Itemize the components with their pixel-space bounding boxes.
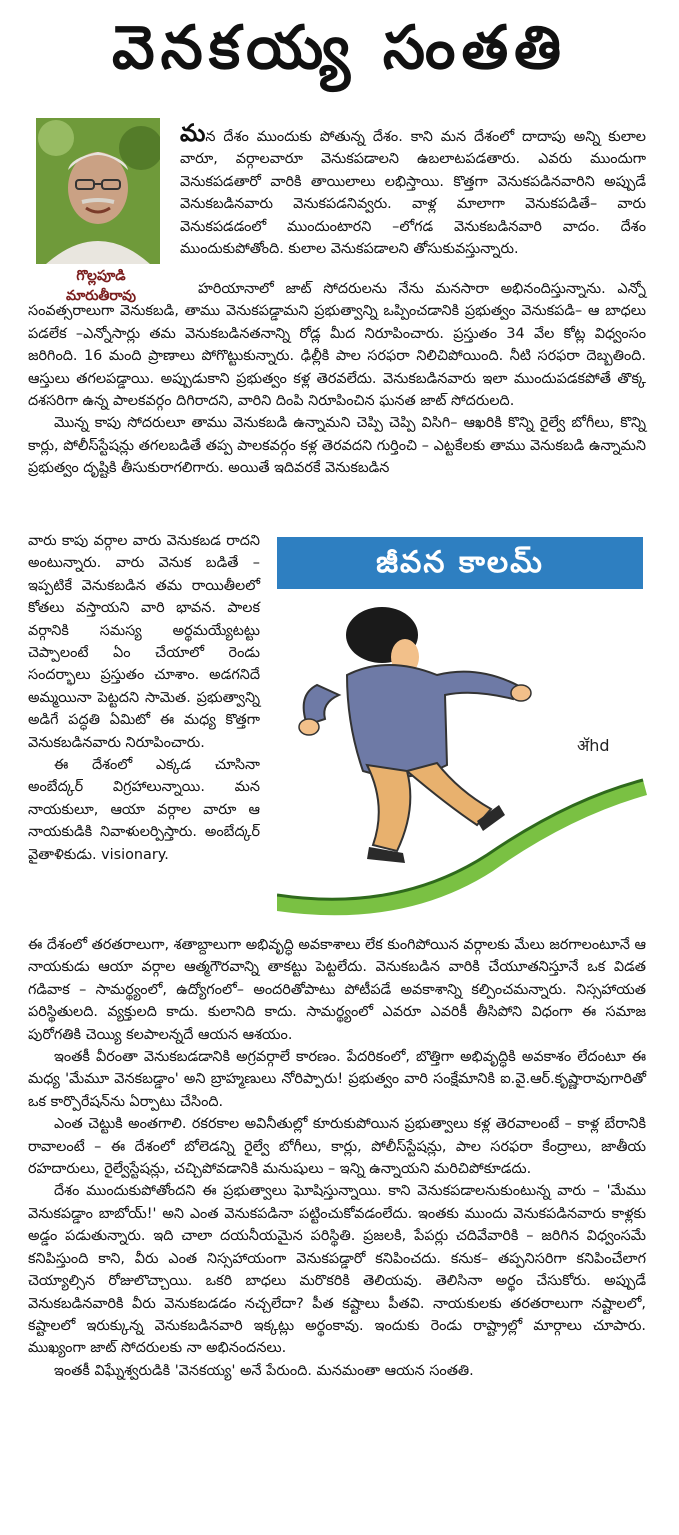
article-intro [180, 119, 646, 260]
headline: వెనకయ్య సంతతి [111, 13, 568, 83]
author-name-line1: గొల్లపూడి [76, 268, 126, 284]
paragraph-ambedkar-continued: ఈ దేశంలో తరతరాలుగా, శతాబ్దాలుగా అభివృద్ధి అవకాశాలు లేక కుంగిపోయిన వర్గాలకు మేలు జరగాలంటూనే ఆ నాయకుడు ఆయా వర్గాల ఆత్మగౌరవాన్ని తాకట్టు పెట్టలేదు. వెనుకబడిన వారికి చేయూతనిస్తూనే ఒక విడత గడివాక – సామర్థ్యంలో, ఉద్యోగంలో– అందరితోపాటు పోటీపడే అవకాశాన్ని కల్పించమన్నారు. నిస్సహాయత పరిస్థితులది. వ్యక్తులది కాదు. కులానిది కాదు. సామర్థ్యంలో ఎవరూ ఎవరికీ తీసిపోని విధంగా ఈ సమాజ పురోగతికి చెయ్యి కలపాలన్నదే ఆయన ఆశయం. [28, 937, 647, 1043]
intro-text: న దేశం ముందుకు పోతున్న దేశం. కాని మన దేశంలో దాదాపు అన్ని కులాల వారూ, వర్గాలవారూ వెనుకపడాలని ఉబలాటపడతారు. ఎవరు ముందుగా వెనుకపడతారో వారికి తాయిలాలు లభిస్తాయి. కొత్తగా వెనుకపడినవారిని అప్పుడే వెనుకబడినవారు వెనుకపడనివ్వరు. వాళ్ల మాలాగా వెనుకపడితే– వారు వెనుకపడడంలో ముందుంటారని –లోగడ వెనుకబడినవారి వాదం. దేశం ముందుకుపోతోంది. కులాల వెనుకపడాలని తోసుకువస్తున్నారు. [180, 129, 646, 258]
author-photo [36, 118, 160, 264]
author-box [26, 110, 166, 304]
article-lower-body [28, 934, 646, 1382]
intro-paragraph [180, 119, 646, 260]
paragraph-ambedkar: ఈ దేశంలో ఎక్కడ చూసినా అంబేద్కర్ విగ్రహాలున్నాయి. మన నాయకులూ, ఆయా వర్గాల వారూ ఆ నాయకుడికి నివాళులర్పిస్తారు. అంబేద్కర్ వైతాళికుడు. visionary. [28, 757, 260, 863]
column-banner: జీవన కాలమ్ [277, 537, 643, 589]
article-upper-body [28, 278, 646, 480]
paragraph-pity: దేశం ముందుకుపోతోందని ఈ ప్రభుత్వాలు ఘోషిస్తున్నాయి. కాని వెనుకపడాలనుకుంటున్న వారు – 'మేము వెనుకపడ్డాం బాబోయ్!' అని ఎంత వెనుకపడినా పట్టించుకోవడంలేదు. ఇంతకు ముందు వెనుకపడినవారు కాళ్లకు అడ్డం పడుతున్నారు. ఇది చాలా దయనీయమైన పరిస్థితి. ప్రజలకి, పేపర్లు చదివేవారికి – జరిగిన విధ్వంసమే కనిపిస్తుంది కాని, వీరు ఎంత నిస్సహాయంగా వెనుకపడ్డారో కనిపించదు. కనుక– తప్పనిసరిగా కనిపించేలాగ చెయ్యాల్సిన రోజులొచ్చాయి. ఒకరి బాధలు మరొకరికి తెలియవు. తెలిసినా అర్థం చేసుకోరు. అప్పుడే వెనుకబడినవారికి వీరు వెనుకబడడం నచ్చలేదా? పీత కష్టాలు పీతవి. నాయకులకు తరతరాలుగా నష్టాలలో, కష్టాలలో ఇరుక్కున్న వెనుకబడినవారి ఇక్కట్లు అర్థంకావు. ఇందుకు రెండు రాష్ట్రాల్లో మార్గాలు చూపారు. ముఖ్యంగా జాట్ సోదరులకు నా అభినందనలు. [28, 1183, 646, 1357]
paragraph-kapu-continued: వారు కాపు వర్గాల వారు వెనుకబడ రాదని అంటున్నారు. వారు వెనుక బడితే – ఇప్పటికే వెనుకబడిన తమ రాయితీలలో కోతలు వస్తాయని వారి భావన. పాలక వర్గానికి సమస్య అర్థమయ్యేటట్టు చెప్పాలంటే ఏం చేయాలో రెండు సందర్భాలు ప్రస్తుతం చూశాం. అడగనిదే అమ్మయినా పెట్టదని సామెత. ప్రభుత్వాన్ని అడిగే పద్ధతి ఏమిటో ఈ మధ్య కొత్తగా వెనుకబడినవారు నిరూపించారు. [28, 533, 260, 751]
article-narrow-column [28, 530, 260, 866]
drop-cap: మ [180, 119, 206, 147]
paragraph-brahmins: ఇంతకీ వీరంతా వెనుకబడడానికి అగ్రవర్గాలే కారణం. పేదరికంలో, బొత్తిగా అభివృద్ధికి అవకాశం లేదంటూ ఈ మధ్య 'మేమూ వెనకబడ్డాం' అని బ్రాహ్మణులు నోరిప్పారు! ప్రభుత్వం వారి సంక్షేమానికి ఐ.వై.ఆర్.కృష్ణారావుగారితో ఒక కార్పొరేషన్‌ను ఏర్పాటు చేసింది. [28, 1049, 646, 1110]
paragraph-conclusion: ఇంతకీ విఘ్నేశ్వరుడికి 'వెనకయ్య' అనే పేరుంది. మనమంతా ఆయన సంతతి. [54, 1362, 474, 1379]
paragraph-governments: ఎంత చెట్టుకి అంతగాలి. రకరకాల అవినీతుల్లో కూరుకుపోయిన ప్రభుత్వాలు కళ్ల తెరవాలంటే – కాళ్ల బేరానికి రావాలంటే – ఈ దేశంలో బోలెడన్ని రైల్వే బోగీలు, కార్లు, పోలీస్‌స్టేషన్లు, పాల సరఫరా కేంద్రాలు, జాతీయ రహదారులు, రైల్వేస్టేషన్లు, చచ్చిపోవడానికి మనుషులు – ఇన్ని ఉన్నాయని మరిచిపోకూడదు. [28, 1116, 646, 1178]
paragraph-jats-text: హరియానాలో జాట్ సోదరులను నేను మనసారా అభినందిస్తున్నాను. ఎన్నో సంవత్సరాలుగా వెనుకబడి, తాము వెనుకపడ్డామని ప్రభుత్వాన్ని ఒప్పించడానికి ప్రభుత్వం వెనుకపడి– ఆ బాధలు పడలేక –ఎన్నోసార్లు తమ వెనుకబడినతనాన్ని రోడ్ల మీద నిరూపించారు. ప్రస్తుతం 34 వేల కోట్ల విధ్వంసం జరిగింది. 16 మంది ప్రాణాలు పోగొట్టుకున్నారు. ఢిల్లీకి పాల సరఫరా నిలిచిపోయింది. నీటి సరఫరా దెబ్బతింది. ఆస్తులు తగలపడ్డాయి. అప్పుడుకాని ప్రభుత్వం కళ్ల తెరవలేదు. వెనుకబడినవారు ఇలా ముందుపడకపోతే తొక్క దశసరిగా ఉన్న పాలకవర్గం దిగిరాదని, వారిని దింపి నిరూపించిన ఘనత జాట్ సోదరులది. [28, 281, 646, 410]
author-name-line2: మారుతీరావు [65, 288, 137, 304]
cartoon-running-man [277, 595, 649, 925]
paragraph-kapu: మొన్న కాపు సోదరులూ తాము వెనుకబడి ఉన్నామని చెప్పి చెప్పి విసిగి– ఆఖరికి కొన్ని రైల్వే బోగీలు, కొన్ని కార్లు, పోలీస్‌స్టేషన్లు తగలబడితే తప్ప పాలకవర్గం కళ్ల తెరవదని గుర్తించి – ఎట్టకేలకు తాము వెనుకబడి ఉన్నామని ప్రభుత్వం దృష్టికి తీసుకురాగలిగారు. అయితే ఇదివరకే వెనుకబడిన [28, 415, 646, 477]
author-portrait-illustration [36, 118, 160, 264]
cartoon-signature: ॲhd [577, 736, 610, 755]
